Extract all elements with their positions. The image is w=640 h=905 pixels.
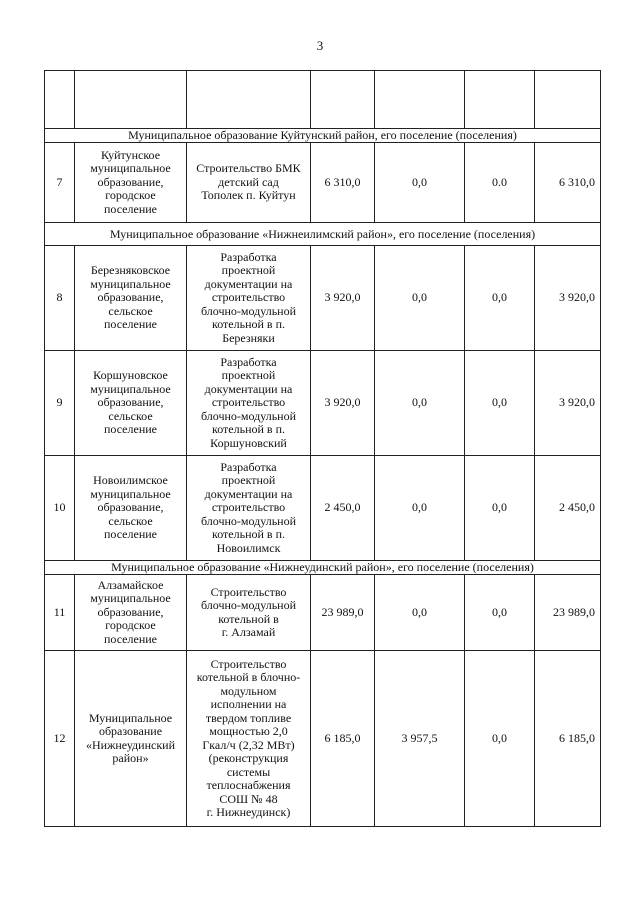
amount-col2: 0,0 bbox=[375, 351, 465, 456]
municipality-name: Новоилимское муниципальное образование, сельское поселение bbox=[75, 456, 187, 561]
amount-col2: 0,0 bbox=[375, 143, 465, 223]
amount-col3: 0,0 bbox=[465, 651, 535, 827]
header-cell bbox=[535, 71, 601, 129]
row-number: 9 bbox=[45, 351, 75, 456]
work-description: Разработка проектной документации на строительство блочно-модульной котельной в п. Березняки bbox=[187, 246, 311, 351]
section-title: Муниципальное образование «Нижнеудинский район», его поселение (поселения) bbox=[45, 561, 601, 575]
section-row bbox=[45, 561, 601, 575]
municipality-name: Коршуновское муниципальное образование, сельское поселение bbox=[75, 351, 187, 456]
amount-col2: 3 957,5 bbox=[375, 651, 465, 827]
municipality-name: Алзамайское муниципальное образование, городское поселение bbox=[75, 575, 187, 651]
amount-col4: 6 310,0 bbox=[535, 143, 601, 223]
amount-total: 6 185,0 bbox=[311, 651, 375, 827]
municipality-name: Куйтунское муниципальное образование, городское поселение bbox=[75, 143, 187, 223]
amount-col4: 2 450,0 bbox=[535, 456, 601, 561]
amount-total: 6 310,0 bbox=[311, 143, 375, 223]
header-cell bbox=[465, 71, 535, 129]
row-number: 11 bbox=[45, 575, 75, 651]
amount-col3: 0.0 bbox=[465, 143, 535, 223]
amount-total: 2 450,0 bbox=[311, 456, 375, 561]
header-row bbox=[45, 71, 601, 129]
work-description: Разработка проектной документации на строительство блочно-модульной котельной в п. Коршуновский bbox=[187, 351, 311, 456]
amount-col3: 0,0 bbox=[465, 575, 535, 651]
work-description: Строительство блочно-модульной котельной в г. Алзамай bbox=[187, 575, 311, 651]
section-title: Муниципальное образование «Нижнеилимский район», его поселение (поселения) bbox=[45, 223, 601, 246]
amount-col2: 0,0 bbox=[375, 246, 465, 351]
header-cell bbox=[187, 71, 311, 129]
amount-col3: 0,0 bbox=[465, 246, 535, 351]
table-row bbox=[45, 246, 601, 351]
table-row bbox=[45, 575, 601, 651]
amount-total: 23 989,0 bbox=[311, 575, 375, 651]
table-row bbox=[45, 351, 601, 456]
row-number: 8 bbox=[45, 246, 75, 351]
header-cell bbox=[45, 71, 75, 129]
table-row bbox=[45, 651, 601, 827]
header-cell bbox=[311, 71, 375, 129]
municipality-name: Муниципальное образование «Нижнеудинский район» bbox=[75, 651, 187, 827]
amount-total: 3 920,0 bbox=[311, 246, 375, 351]
page-number: 3 bbox=[316, 38, 324, 53]
row-number: 12 bbox=[45, 651, 75, 827]
amount-col2: 0,0 bbox=[375, 456, 465, 561]
row-number: 10 bbox=[45, 456, 75, 561]
amount-col4: 6 185,0 bbox=[535, 651, 601, 827]
row-number: 7 bbox=[45, 143, 75, 223]
amount-col3: 0,0 bbox=[465, 351, 535, 456]
section-row bbox=[45, 129, 601, 143]
amount-col4: 3 920,0 bbox=[535, 246, 601, 351]
amount-col4: 3 920,0 bbox=[535, 351, 601, 456]
amount-col4: 23 989,0 bbox=[535, 575, 601, 651]
amount-col3: 0,0 bbox=[465, 456, 535, 561]
work-description: Строительство котельной в блочно- модульном исполнении на твердом топливе мощностью 2,0 Гкал/ч (2,32 МВт) (реконструкция системы теплоснабжения СОШ № 48 г. Нижнеудинск) bbox=[187, 651, 311, 827]
work-description: Разработка проектной документации на строительство блочно-модульной котельной в п. Новоилимск bbox=[187, 456, 311, 561]
amount-col2: 0,0 bbox=[375, 575, 465, 651]
header-cell bbox=[75, 71, 187, 129]
table-row bbox=[45, 143, 601, 223]
header-cell bbox=[375, 71, 465, 129]
table-row bbox=[45, 456, 601, 561]
section-title: Муниципальное образование Куйтунский район, его поселение (поселения) bbox=[45, 129, 601, 143]
subsidy-table bbox=[44, 70, 601, 827]
section-row bbox=[45, 223, 601, 246]
municipality-name: Березняковское муниципальное образование, сельское поселение bbox=[75, 246, 187, 351]
work-description: Строительство БМК детский сад Тополек п. Куйтун bbox=[187, 143, 311, 223]
amount-total: 3 920,0 bbox=[311, 351, 375, 456]
